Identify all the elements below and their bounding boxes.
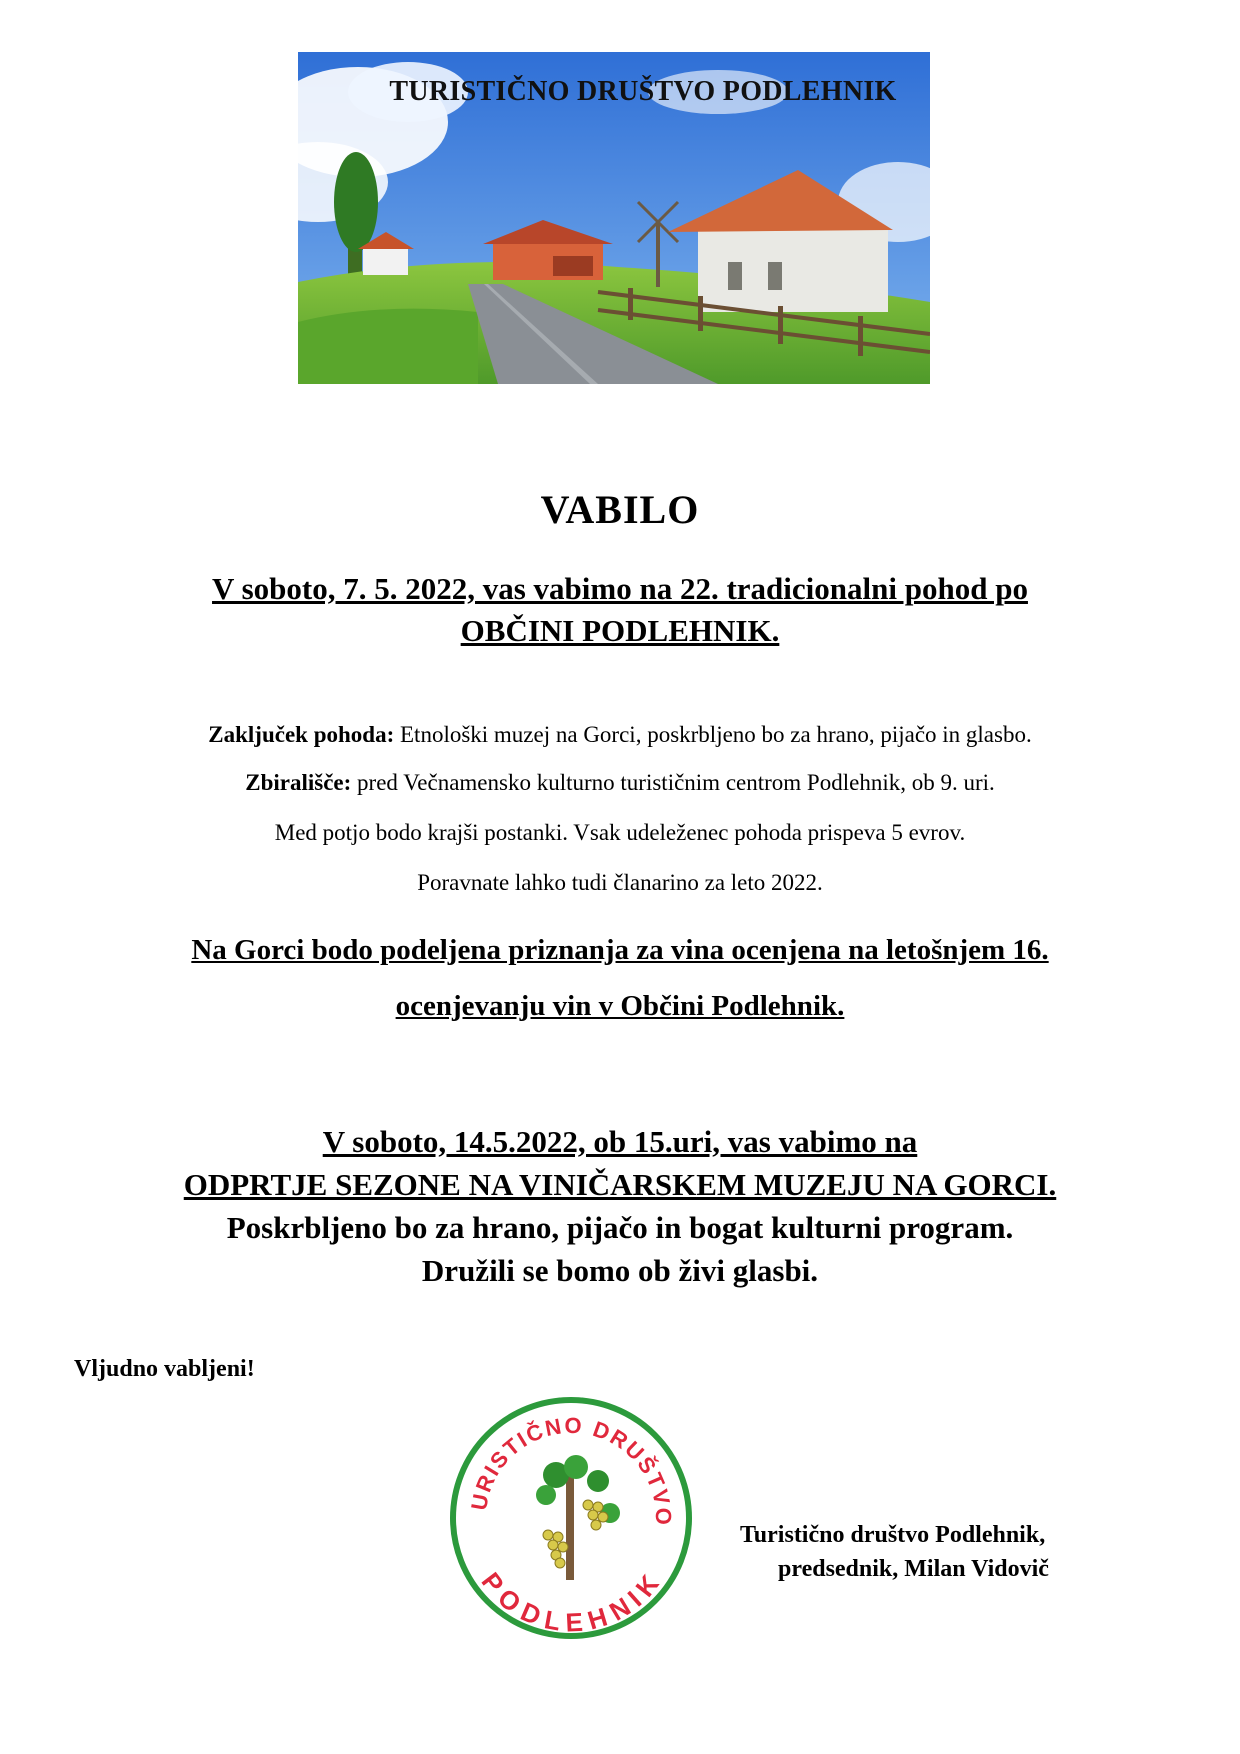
header-photo	[298, 52, 930, 384]
logo-top-text: URISTIČNO DRUŠTVO	[466, 1412, 677, 1527]
hike-end-label: Zaključek pohoda:	[208, 722, 395, 747]
signature-line-2: predsednik, Milan Vidovič	[778, 1556, 1049, 1582]
award-line-2: ocenjevanju vin v Občini Podlehnik.	[395, 990, 845, 1022]
intro-line-2: OBČINI PODLEHNIK.	[460, 613, 780, 648]
second-event-line-1: V soboto, 14.5.2022, ob 15.uri, vas vabimo na	[322, 1124, 918, 1159]
stops-fee-line: Med potjo bodo krajši postanki. Vsak udeleženec pohoda prispeva 5 evrov.	[274, 820, 966, 845]
signature-block	[740, 1518, 1140, 1586]
logo-bottom-text: PODLEHNIK	[475, 1566, 667, 1638]
membership-line: Poravnate lahko tudi članarino za leto 2022.	[417, 870, 823, 895]
page-title: VABILO	[540, 487, 700, 532]
society-logo	[448, 1395, 694, 1641]
award-line-1: Na Gorci bodo podeljena priznanja za vina ocenjena na letošnjem 16.	[191, 934, 1049, 966]
hike-end-line	[0, 720, 1240, 750]
intro-line-1: V soboto, 7. 5. 2022, vas vabimo na 22. tradicionalni pohod po	[212, 571, 1028, 606]
grapevine-logo-icon	[448, 1395, 694, 1641]
second-event-line-3: Poskrbljeno bo za hrano, pijačo in bogat kulturni program.	[226, 1210, 1014, 1245]
first-event-intro	[0, 568, 1240, 652]
header-title: TURISTIČNO DRUŠTVO PODLEHNIK	[389, 76, 897, 107]
closing-greeting: Vljudno vabljeni!	[74, 1356, 255, 1382]
wine-award-notice	[0, 922, 1240, 1034]
second-event-line-4: Družili se bomo ob živi glasbi.	[421, 1253, 819, 1288]
second-event	[0, 1120, 1240, 1292]
meeting-point-text: pred Večnamensko kulturno turističnim centrom Podlehnik, ob 9. uri.	[351, 770, 995, 795]
meeting-point-line	[0, 768, 1240, 798]
hike-end-text: Etnološki muzej na Gorci, poskrbljeno bo za hrano, pijačo in glasbo.	[394, 722, 1032, 747]
meeting-point-label: Zbirališče:	[245, 770, 352, 795]
second-event-line-2: ODPRTJE SEZONE NA VINIČARSKEM MUZEJU NA GORCI.	[183, 1167, 1057, 1202]
signature-line-1: Turistično društvo Podlehnik,	[740, 1522, 1046, 1548]
